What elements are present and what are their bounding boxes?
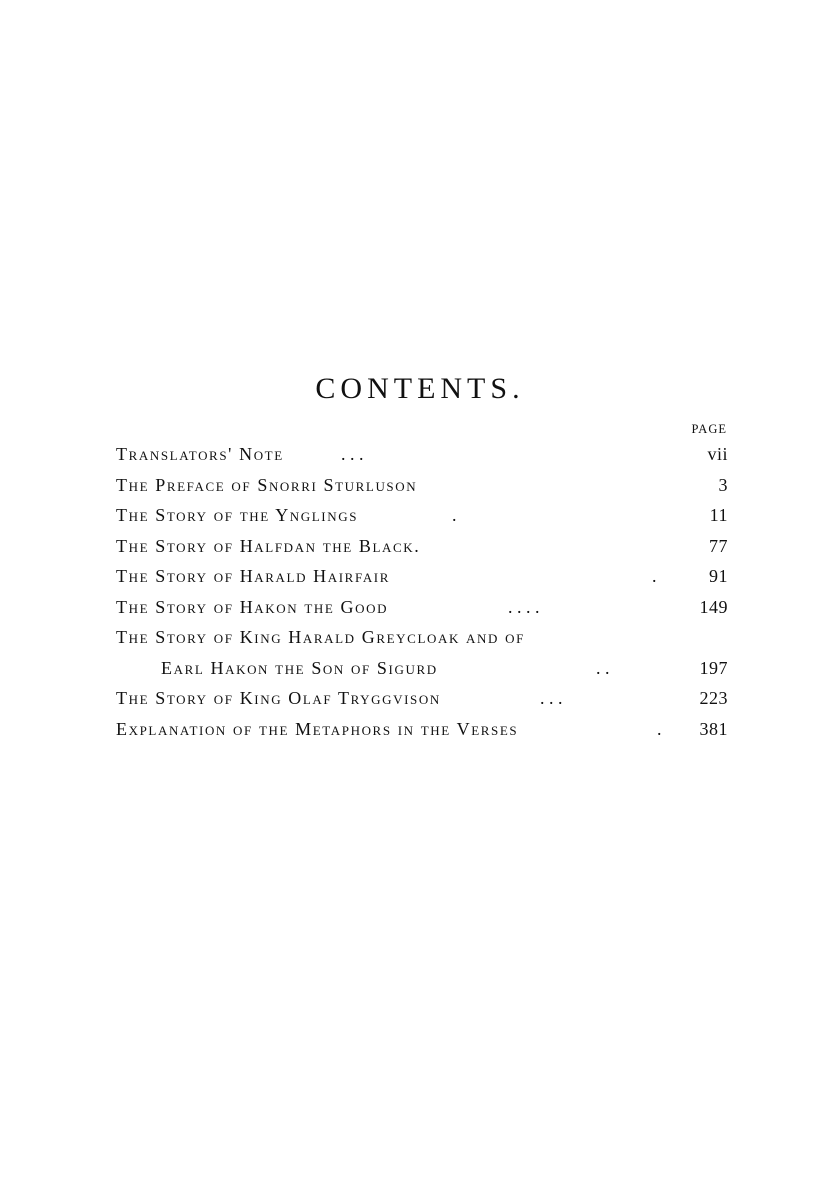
toc-entry-title: The Story of King Harald Greycloak and of (116, 627, 525, 647)
toc-leader-dots: . . . (341, 444, 364, 464)
toc-page-number: 197 (699, 657, 728, 678)
toc-entry-title: The Story of King Olaf Tryggvison (116, 688, 441, 708)
toc-entry-halfdan[interactable] (116, 536, 728, 567)
table-of-contents (116, 444, 728, 749)
toc-leader-dots: . . . (540, 688, 563, 708)
toc-entry-title: The Preface of Snorri Sturluson (116, 474, 418, 495)
toc-entry-preface[interactable] (116, 475, 728, 506)
toc-page-number: vii (707, 444, 728, 464)
toc-page-number: 11 (709, 505, 728, 525)
toc-entry-translators-note[interactable] (116, 444, 728, 475)
toc-entry-earl-hakon[interactable] (116, 658, 728, 689)
toc-leader-dots: . (652, 566, 657, 586)
toc-entry-harald-hairfair[interactable] (116, 566, 728, 597)
contents-heading: CONTENTS. (315, 372, 525, 405)
toc-leader-dots: . . (596, 657, 610, 678)
toc-entry-harald-greycloak[interactable] (116, 627, 728, 658)
toc-leader-dots: . (452, 505, 457, 525)
toc-entry-explanation-metaphors[interactable] (116, 719, 728, 750)
toc-page-number: 3 (718, 474, 728, 495)
toc-page-number: 77 (709, 535, 728, 556)
toc-entry-olaf-tryggvison[interactable] (116, 688, 728, 719)
toc-entry-title: Explanation of the Metaphors in the Verses (116, 718, 519, 739)
toc-entry-title: The Story of the Ynglings (116, 505, 359, 525)
toc-page-number: 91 (709, 566, 728, 586)
toc-page-number: 149 (699, 596, 728, 617)
toc-page-number: 223 (699, 688, 728, 708)
toc-entry-title: The Story of Hakon the Good (116, 596, 389, 617)
page-column-label: PAGE (691, 422, 727, 436)
toc-leader-dots: . (657, 718, 662, 739)
toc-page-number: 381 (699, 718, 728, 739)
toc-entry-title: The Story of Halfdan the Black. (116, 535, 421, 556)
toc-entry-title: Earl Hakon the Son of Sigurd (161, 657, 438, 678)
toc-entry-title: Translators' Note (116, 444, 284, 464)
toc-entry-title: The Story of Harald Hairfair (116, 566, 391, 586)
toc-leader-dots: . . . . (508, 596, 540, 617)
toc-entry-hakon-the-good[interactable] (116, 597, 728, 628)
toc-entry-ynglings[interactable] (116, 505, 728, 536)
